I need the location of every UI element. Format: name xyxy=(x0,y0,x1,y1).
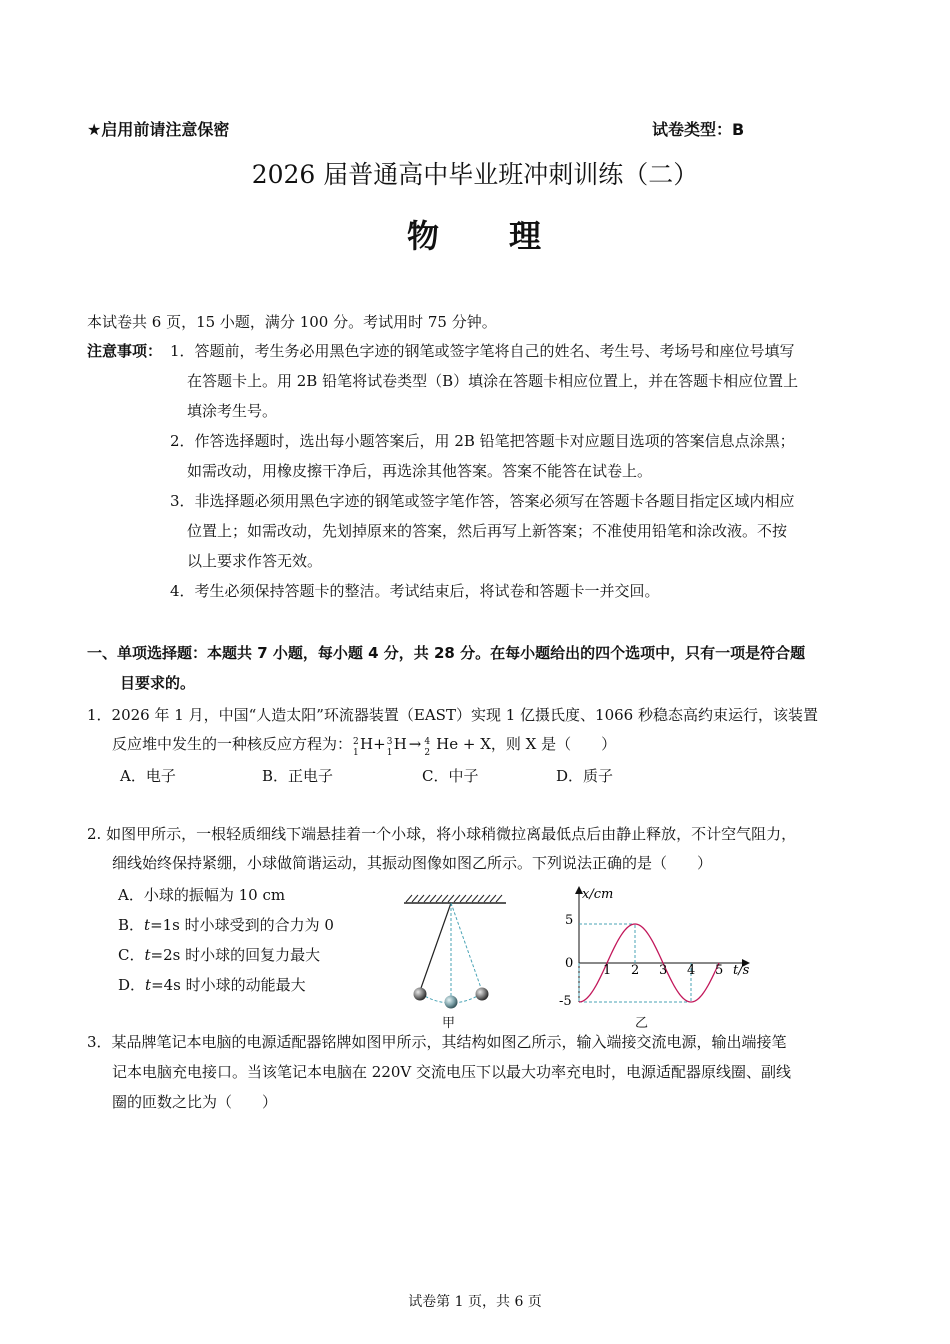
q2-line-2: 细线始终保持紧绷，小球做简谐运动，其振动图像如图乙所示。下列说法正确的是（ ） xyxy=(112,854,713,872)
q3-line-3: 圈的匝数之比为（ ） xyxy=(112,1093,278,1111)
ball-left xyxy=(414,988,427,1001)
q1-option-d: D．质子 xyxy=(556,767,614,785)
note-2-line-1: 2．作答选择题时，选出每小题答案后，用 2B 铅笔把答题卡对应题目选项的答案信息点涂黑； xyxy=(170,432,795,450)
note-3-line-1: 3．非选择题必须用黑色字迹的钢笔或签字笔作答，答案必须写在答题卡各题目指定区域内相应 xyxy=(170,492,795,510)
note-1-line-2: 在答题卡上。用 2B 铅笔将试卷类型（B）填涂在答题卡相应位置上，并在答题卡相应位置上 xyxy=(187,372,799,390)
q2-line-1: 2. 如图甲所示，一根轻质细线下端悬挂着一个小球，将小球稍微拉离最低点后由静止释放，不计空气阻力， xyxy=(87,825,797,843)
figure-jia-label: 甲 xyxy=(442,1016,456,1031)
page-footer: 试卷第 1 页，共 6 页 xyxy=(408,1294,542,1310)
h2-nuclide: 2 1 xyxy=(353,737,359,758)
notes-label: 注意事项： xyxy=(87,342,163,360)
exam-title: 2026 届普通高中毕业班冲刺训练（二） xyxy=(251,160,699,189)
q2-option-c: C．t=2s 时小球的回复力最大 xyxy=(118,946,321,964)
y-tick-5: 5 xyxy=(565,913,574,928)
q1-option-b: B．正电子 xyxy=(262,767,334,785)
note-1-line-3: 填涂考生号。 xyxy=(187,402,278,420)
pendulum-string xyxy=(421,903,451,988)
confidential-note: ★启用前请注意保密 xyxy=(87,120,230,139)
note-2-line-2: 如需改动，用橡皮擦干净后，再选涂其他答案。答案不能答在试卷上。 xyxy=(187,462,653,480)
q3-line-2: 记本电脑充电接口。当该笔记本电脑在 220V 交流电压下以最大功率充电时，电源适配器原线圈、副线 xyxy=(112,1063,792,1081)
y-axis-label: x/cm xyxy=(582,887,614,902)
x-tick-5: 5 xyxy=(715,963,724,978)
q2-option-b: B．t=1s 时小球受到的合力为 0 xyxy=(118,916,334,934)
q2-option-d: D．t=4s 时小球的动能最大 xyxy=(118,976,306,994)
h3-nuclide: 3 1 xyxy=(386,737,393,758)
pendulum-figure xyxy=(396,890,516,1030)
subject-title: 物 理 xyxy=(406,217,543,255)
he4-nuclide: 4 2 xyxy=(424,737,431,758)
intro-text: 本试卷共 6 页，15 小题，满分 100 分。考试用时 75 分钟。 xyxy=(87,313,497,331)
y-tick-neg5: -5 xyxy=(559,994,572,1009)
note-1-line-1: 1．答题前，考生务必用黑色字迹的钢笔或签字笔将自己的姓名、考生号、考场号和座位号填写 xyxy=(170,342,795,360)
note-3-line-3: 以上要求作答无效。 xyxy=(187,552,323,570)
q1-line-2-prefix: 反应堆中发生的一种核反应方程为： xyxy=(112,735,353,753)
q3-line-1: 3．某品牌笔记本电脑的电源适配器铭牌如图甲所示，其结构如图乙所示，输入端接交流电源，输出端接笔 xyxy=(87,1033,787,1051)
q1-option-a: A．电子 xyxy=(120,767,176,785)
q1-option-c: C．中子 xyxy=(422,767,479,785)
x-tick-2: 2 xyxy=(631,963,640,978)
x-tick-1: 1 xyxy=(603,963,612,978)
pendulum-right-dashed xyxy=(451,903,481,988)
x-tick-3: 3 xyxy=(659,963,668,978)
note-3-line-2: 位置上；如需改动，先划掉原来的答案，然后再写上新答案；不准使用铅笔和涂改液。不按 xyxy=(187,522,788,540)
x-axis-label: t/s xyxy=(733,963,750,978)
section-1-heading-cont: 目要求的。 xyxy=(120,674,196,692)
q1-line-1: 1．2026 年 1 月，中国“人造太阳”环流器装置（EAST）实现 1 亿摄氏度、1066 秒稳态高约束运行，该装置 xyxy=(87,706,818,724)
q2-option-a: A．小球的振幅为 10 cm xyxy=(118,886,286,904)
ceiling-support xyxy=(404,895,506,903)
ball-bottom xyxy=(445,996,458,1009)
x-tick-labels xyxy=(603,963,723,978)
ball-right xyxy=(476,988,489,1001)
section-1-heading: 一、单项选择题：本题共 7 小题，每小题 4 分，共 28 分。在每小题给出的四个选项中，只有一项是符合题 xyxy=(87,644,806,662)
note-4-line-1: 4．考生必须保持答题卡的整洁。考试结束后，将试卷和答题卡一并交回。 xyxy=(170,582,660,600)
paper-type: 试卷类型：B xyxy=(652,120,745,139)
vibration-graph xyxy=(556,884,756,1014)
figure-yi-label: 乙 xyxy=(635,1016,649,1031)
y-tick-0: 0 xyxy=(565,956,574,971)
x-tick-4: 4 xyxy=(687,963,696,978)
q1-line-2: 反应堆中发生的一种核反应方程为： 2 1 H+ 3 1 H → 4 2 He + X，则 X 是（ ） xyxy=(112,735,617,758)
